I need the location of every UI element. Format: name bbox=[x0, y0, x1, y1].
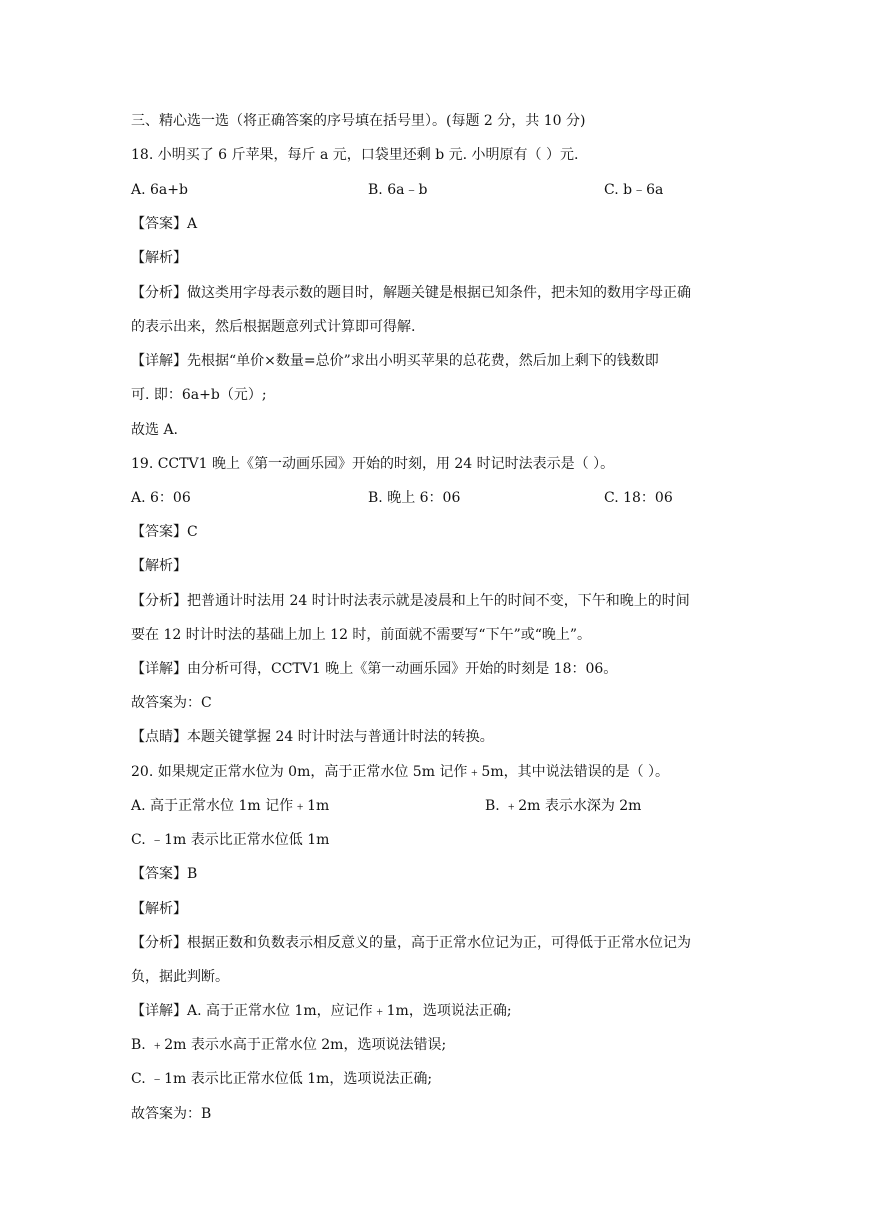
key-point: 【点睛】本题关键掌握 24 时计时法与普通计时法的转换。 bbox=[131, 729, 494, 745]
answer: 【答案】C bbox=[131, 524, 198, 540]
detail-text: 【详解】先根据“单价×数量=总价”求出小明买苹果的总花费，然后加上剩下的钱数即 bbox=[131, 353, 659, 369]
analysis-text: 要在 12 时计时法的基础上加上 12 时，前面就不需要写“下午”或“晚上”。 bbox=[131, 627, 592, 643]
option-a: A. 6a+b bbox=[131, 182, 188, 198]
detail-text: C. ﹣1m 表示比正常水位低 1m，选项说法正确; bbox=[131, 1071, 433, 1087]
option-b: B. 6a﹣b bbox=[368, 182, 428, 198]
detail-text: 可. 即：6a+b（元）; bbox=[131, 387, 267, 403]
question-text: 19. CCTV1 晚上《第一动画乐园》开始的时刻，用 24 时记时法表示是（ ）。 bbox=[131, 456, 615, 472]
option-c: C. b﹣6a bbox=[604, 182, 664, 198]
answer: 【答案】B bbox=[131, 866, 198, 882]
option-b: B. ﹢2m 表示水深为 2m bbox=[485, 798, 642, 814]
conclusion: 故答案为：C bbox=[131, 695, 212, 711]
section-title: 三、精心选一选（将正确答案的序号填在括号里）。(每题 2 分，共 10 分) bbox=[131, 113, 586, 129]
analysis-text: 【分析】做这类用字母表示数的题目时，解题关键是根据已知条件，把未知的数用字母正确 bbox=[131, 285, 691, 301]
option-a: A. 6：06 bbox=[131, 490, 191, 506]
analysis-heading: 【解析】 bbox=[131, 558, 187, 574]
analysis-heading: 【解析】 bbox=[131, 250, 187, 266]
analysis-text: 【分析】根据正数和负数表示相反意义的量，高于正常水位记为正，可得低于正常水位记为 bbox=[131, 935, 691, 951]
conclusion: 故选 A. bbox=[131, 422, 179, 438]
answer: 【答案】A bbox=[131, 216, 198, 232]
option-c: C. ﹣1m 表示比正常水位低 1m bbox=[131, 832, 330, 848]
conclusion: 故答案为：B bbox=[131, 1106, 212, 1122]
detail-text: B. ﹢2m 表示水高于正常水位 2m，选项说法错误; bbox=[131, 1037, 447, 1053]
question-text: 18. 小明买了 6 斤苹果，每斤 a 元，口袋里还剩 b 元. 小明原有（ ）元. bbox=[131, 147, 579, 163]
detail-text: 【详解】由分析可得，CCTV1 晚上《第一动画乐园》开始的时刻是 18：06。 bbox=[131, 661, 618, 677]
option-b: B. 晚上 6：06 bbox=[368, 490, 461, 506]
analysis-text: 【分析】把普通计时法用 24 时计时法表示就是凌晨和上午的时间不变，下午和晚上的时间 bbox=[131, 593, 690, 609]
question-text: 20. 如果规定正常水位为 0m，高于正常水位 5m 记作﹢5m，其中说法错误的是（ ）。 bbox=[131, 764, 670, 780]
analysis-text: 的表示出来，然后根据题意列式计算即可得解. bbox=[131, 319, 416, 335]
analysis-text: 负，据此判断。 bbox=[131, 969, 229, 985]
option-a: A. 高于正常水位 1m 记作﹢1m bbox=[131, 798, 330, 814]
analysis-heading: 【解析】 bbox=[131, 901, 187, 917]
option-c: C. 18：06 bbox=[604, 490, 673, 506]
detail-text: 【详解】A. 高于正常水位 1m，应记作﹢1m，选项说法正确; bbox=[131, 1003, 512, 1019]
